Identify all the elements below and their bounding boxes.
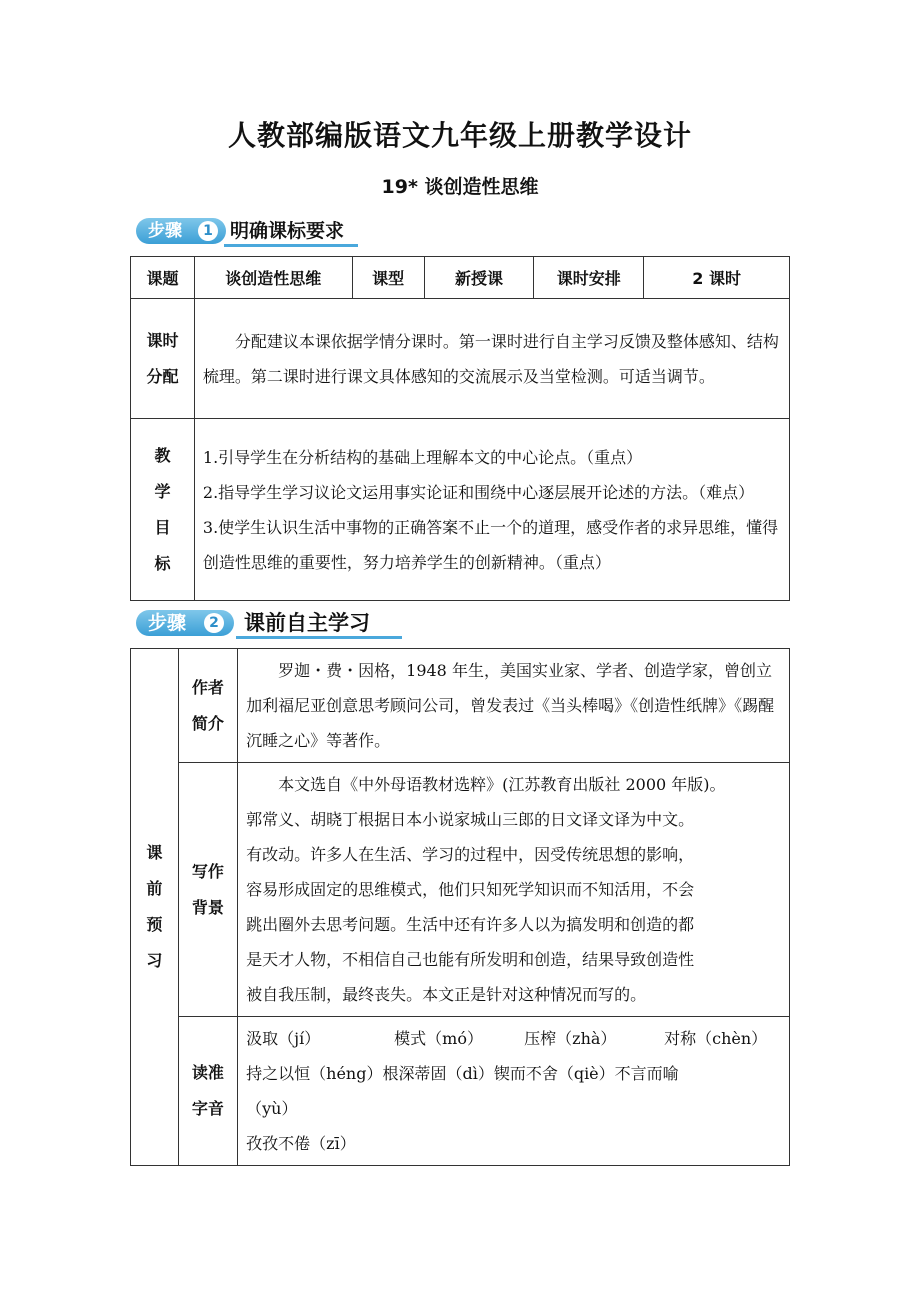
pronunciation-item: 汲取（jí） bbox=[246, 1029, 321, 1048]
pronunciation-item: 对称（chèn） bbox=[664, 1029, 768, 1048]
lesson-title: 19* 谈创造性思维 bbox=[381, 176, 539, 198]
goal-item-1: 1.引导学生在分析结构的基础上理解本文的中心论点。（重点） bbox=[202, 447, 643, 467]
pronunciation-item: 模式（mó） bbox=[394, 1029, 483, 1048]
hours-value: 2 课时 bbox=[644, 257, 790, 299]
background-line: 是天才人物，不相信自己也能有所发明和创造，结果导致创造性 bbox=[246, 950, 695, 969]
author-label bbox=[178, 649, 238, 763]
pronunciation-label bbox=[178, 1017, 238, 1166]
preview-label-char: 前 bbox=[146, 879, 163, 898]
background-label-line: 背景 bbox=[191, 897, 224, 917]
step-1-number-icon: 1 bbox=[198, 221, 218, 241]
background-label bbox=[178, 763, 238, 1017]
goals-label-char: 学 bbox=[154, 481, 171, 501]
goals-label bbox=[131, 419, 195, 601]
type-header: 课型 bbox=[352, 257, 424, 299]
type-value: 新授课 bbox=[424, 257, 534, 299]
goals-label-char: 目 bbox=[154, 517, 171, 537]
preview-label bbox=[131, 649, 179, 1166]
background-line: 容易形成固定的思维模式，他们只知死学知识而不知活用，不会 bbox=[246, 880, 695, 899]
document-title: 人教部编版语文九年级上册教学设计 bbox=[227, 119, 692, 152]
step-2-label: 课前自主学习 bbox=[244, 611, 370, 635]
table-row bbox=[131, 419, 790, 601]
pronunciation-row-3: （yù） bbox=[246, 1099, 298, 1118]
pronunciation-label-line: 字音 bbox=[191, 1099, 224, 1118]
table-row bbox=[131, 763, 790, 1017]
hours-header: 课时安排 bbox=[534, 257, 644, 299]
step-1-label: 明确课标要求 bbox=[230, 220, 345, 242]
pronunciation-row-4: 孜孜不倦（zī） bbox=[246, 1134, 356, 1153]
table-row bbox=[131, 1017, 790, 1166]
step-2-banner bbox=[136, 610, 402, 636]
allocation-label-line: 分配 bbox=[146, 366, 179, 386]
author-text: 罗迦・费・因格，1948 年生，美国实业家、学者、创造学家，曾创立加利福尼亚创意思考顾问公司，曾发表过《当头棒喝》《创造性纸牌》《踢醒沉睡之心》等著作。 bbox=[238, 649, 790, 763]
allocation-label-line: 课时 bbox=[146, 330, 179, 350]
background-line: 跳出圈外去思考问题。生活中还有许多人以为搞发明和创造的都 bbox=[246, 915, 695, 934]
pre-class-study-table bbox=[130, 648, 790, 1166]
background-label-line: 写作 bbox=[191, 861, 224, 881]
step-1-tag-text: 步骤 bbox=[148, 221, 182, 241]
goals-text bbox=[194, 419, 789, 601]
pronunciation-row-1 bbox=[246, 1021, 781, 1056]
pronunciation-text bbox=[238, 1017, 790, 1166]
step-2-number-icon: 2 bbox=[204, 613, 224, 633]
table-row bbox=[131, 649, 790, 763]
step-2-underline bbox=[236, 636, 402, 639]
table-row bbox=[131, 257, 790, 299]
background-line: 郭常义、胡晓丁根据日本小说家城山三郎的日文译文译为中文。 bbox=[246, 810, 695, 829]
pronunciation-item: 压榨（zhà） bbox=[524, 1029, 617, 1048]
allocation-text: 分配建议本课依据学情分课时。第一课时进行自主学习反馈及整体感知、结构梳理。第二课时进行课文具体感知的交流展示及当堂检测。可适当调节。 bbox=[194, 299, 789, 419]
author-label-line: 简介 bbox=[191, 713, 224, 733]
table-row bbox=[131, 299, 790, 419]
goals-label-char: 教 bbox=[154, 445, 171, 465]
course-standards-table bbox=[130, 256, 790, 601]
step-1-underline bbox=[224, 244, 358, 247]
step-1-banner bbox=[136, 218, 358, 244]
pronunciation-label-line: 读准 bbox=[191, 1063, 224, 1082]
background-line: 有改动。许多人在生活、学习的过程中，因受传统思想的影响， bbox=[246, 845, 695, 864]
goals-label-char: 标 bbox=[154, 553, 171, 573]
preview-label-char: 预 bbox=[146, 915, 163, 934]
author-label-line: 作者 bbox=[191, 677, 224, 697]
background-text bbox=[238, 763, 790, 1017]
background-line: 被自我压制，最终丧失。本文正是针对这种情况而写的。 bbox=[246, 985, 647, 1004]
goal-item-2: 2.指导学生学习议论文运用事实论证和围绕中心逐层展开论述的方法。（难点） bbox=[202, 482, 755, 502]
goal-item-3: 3.使学生认识生活中事物的正确答案不止一个的道理，感受作者的求异思维，懂得创造性思维的重要性，努力培养学生的创新精神。（重点） bbox=[202, 517, 779, 572]
preview-label-char: 习 bbox=[146, 951, 163, 970]
step-2-tag-text: 步骤 bbox=[148, 612, 187, 634]
topic-header: 课题 bbox=[131, 257, 195, 299]
preview-label-char: 课 bbox=[146, 843, 163, 862]
topic-value: 谈创造性思维 bbox=[194, 257, 352, 299]
background-line: 本文选自《中外母语教材选粹》(江苏教育出版社 2000 年版)。 bbox=[278, 775, 726, 794]
pronunciation-row-2: 持之以恒（héng）根深蒂固（dì）锲而不舍（qiè）不言而喻 bbox=[246, 1064, 679, 1083]
allocation-label bbox=[131, 299, 195, 419]
